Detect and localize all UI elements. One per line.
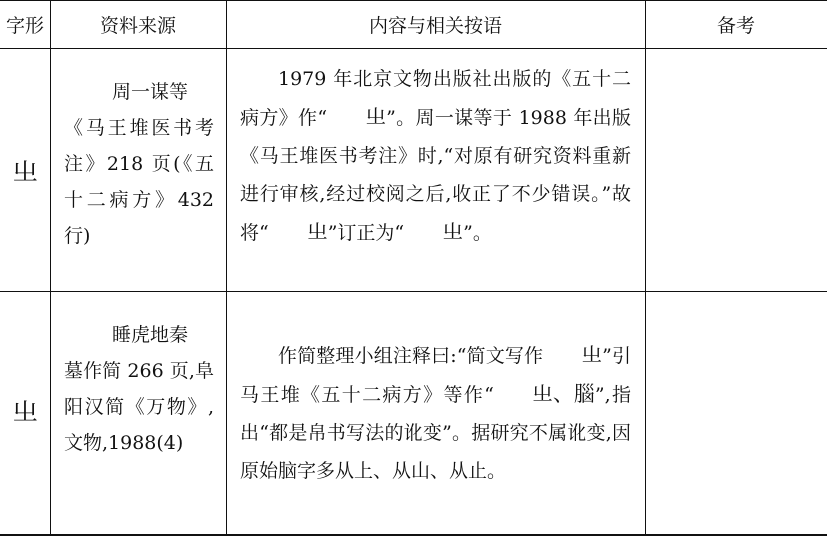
row1-content-glyph2: 㞢 [306,220,328,244]
row2-content [226,336,645,490]
row1-content-glyph3: 㞢 [442,220,464,244]
row2-content-glyph1: 㞢 [581,343,603,367]
header-source: 资料来源 [99,14,176,37]
row2-source [50,317,226,461]
row2-content-text2: ”引马王堆《五十二病方》等作“ [240,345,631,406]
row2-content-glyph2: 㞢、腦 [531,382,595,406]
header-char-form: 字形 [5,14,44,37]
table-bottom-rule [0,534,827,536]
row2-content-text1: 作简整理小组注释曰:“简文写作 [278,345,544,367]
row2-char-glyph: 㞢 [11,398,38,428]
row1-notes [645,48,827,291]
row1-source-rest: 《马王堆医书考注》218 页(《五十二病方》432 行) [64,117,214,247]
row2-source-line1: 睡虎地秦 [112,324,189,346]
row1-char-glyph: 㞢 [11,158,38,188]
row1-content-text2: ”。周一谋等于 1988 年出版《马王堆医书考注》时,“对原有研究资料重新进行审核,经过校阅之后,收正了不少错误。”故将“ [240,107,631,244]
header-content: 内容与相关按语 [368,14,502,37]
header-notes: 备考 [716,14,755,37]
row1-content-glyph1: 㞢 [365,105,387,129]
row2-content-text3: ”,指出“都是帛书写法的讹变”。据研究不属讹变,因原始脑字多从上、从山、从止。 [240,384,631,482]
row1-source [50,74,226,254]
row1-source-line1: 周一谋等 [112,81,189,103]
row1-content-text4: ”。 [463,222,492,244]
row1-content-text1: 1979 年北京文物出版社出版的《五十二病方》作“ [240,68,631,129]
row1-content-text3: ”订正为“ [327,222,405,244]
row2-source-rest: 墓作简 266 页,阜阳汉简《万物》,文物,1988(4) [64,360,214,454]
row1-content [226,60,645,252]
row2-notes [645,291,827,534]
